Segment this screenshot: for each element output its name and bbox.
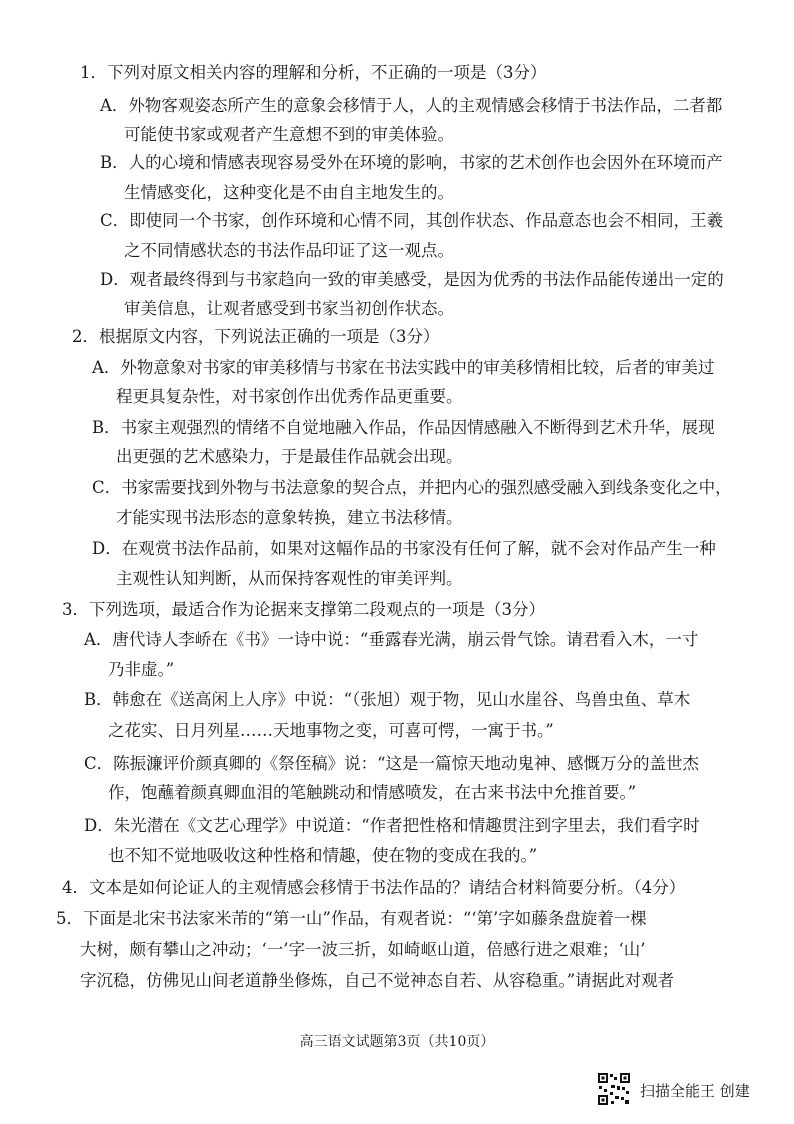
- q2-option-b-line1: B．书家主观强烈的情绪不自觉地融入作品，作品因情感融入不断得到艺术升华，展现: [92, 418, 715, 437]
- q2-option-a-line1: A．外物意象对书家的审美移情与书家在书法实践中的审美移情相比较，后者的审美过: [92, 358, 715, 377]
- question-5-line1: 5．下面是北宋书法家米芾的“第一山”作品，有观者说：“‘第’字如藤条盘旋着一棵: [56, 909, 647, 928]
- page-footer: 高三语文试题第3页（共10页）: [299, 1034, 495, 1050]
- q1-option-b-line2: 生情感变化，这种变化是不由自主地发生的。: [124, 183, 454, 202]
- q3-option-c-line2: 作，饱蘸着颜真卿血泪的笔触跳动和情感喷发，在古来书法中允推首要。”: [108, 783, 637, 802]
- q2-option-a-line2: 程更具复杂性，对书家创作出优秀作品更重要。: [116, 387, 463, 406]
- question-4-stem: 4．文本是如何论证人的主观情感会移情于书法作品的？请结合材料简要分析。（4分）: [62, 878, 686, 897]
- q3-option-a-line1: A．唐代诗人李峤在《书》一诗中说：“垂露春光满，崩云骨气馀。请君看入木，一寸: [84, 630, 699, 649]
- q3-option-b-line1: B．韩愈在《送高闲上人序》中说：“（张旭）观于物，见山水崖谷、鸟兽虫鱼、草木: [84, 690, 691, 709]
- q2-option-c-line1: C．书家需要找到外物与书法意象的契合点，并把内心的强烈感受融入到线条变化之中，: [92, 478, 732, 497]
- q3-option-b-line2: 之花实、日月列星……天地事物之变，可喜可愕，一寓于书。”: [108, 721, 554, 740]
- q3-option-d-line2: 也不知不觉地吸收这种性格和情趣，使在物的变成在我的。”: [108, 846, 538, 865]
- q1-option-a-line2: 可能使书家或观者产生意想不到的审美体验。: [124, 125, 454, 144]
- qr-code-icon: [597, 1072, 631, 1106]
- q2-option-c-line2: 才能实现书法形态的意象转换，建立书法移情。: [116, 508, 463, 527]
- question-5-line2: 大树，颇有攀山之冲动；‘一’字一波三折，如崎岖山道，倍感行进之艰难；‘山’: [80, 940, 646, 959]
- q2-option-b-line2: 出更强的艺术感染力，于是最佳作品就会出现。: [116, 447, 463, 466]
- q3-option-a-line2: 乃非虚。”: [108, 660, 175, 679]
- q1-option-b-line1: B．人的心境和情感表现容易受外在环境的影响，书家的艺术创作也会因外在环境而产: [100, 153, 723, 172]
- q3-option-d-line1: D．朱光潜在《文艺心理学》中说道：“作者把性格和情趣贯注到字里去，我们看字时: [84, 816, 700, 835]
- q1-option-a-line1: A．外物客观姿态所产生的意象会移情于人，人的主观情感会移情于书法作品，二者都: [100, 96, 723, 115]
- question-3-stem: 3．下列选项，最适合作为论据来支撑第二段观点的一项是（3分）: [62, 600, 545, 619]
- scanner-watermark: 扫描全能王 创建: [640, 1082, 750, 1100]
- question-2-stem: 2．根据原文内容，下列说法正确的一项是（3分）: [72, 327, 440, 346]
- q1-option-c-line2: 之不同情感状态的书法作品印证了这一观点。: [124, 241, 454, 260]
- question-5-line3: 字沉稳，仿佛见山间老道静坐修炼，自己不觉神态自若、从容稳重。”请据此对观者: [80, 971, 675, 990]
- question-1-stem: 1．下列对原文相关内容的理解和分析，不正确的一项是（3分）: [80, 63, 547, 82]
- q1-option-d-line1: D．观者最终得到与书家趋向一致的审美感受，是因为优秀的书法作品能传递出一定的: [100, 270, 724, 289]
- q2-option-d-line1: D．在观赏书法作品前，如果对这幅作品的书家没有任何了解，就不会对作品产生一种: [92, 539, 716, 558]
- q3-option-c-line1: C．陈振濂评价颜真卿的《祭侄稿》说：“这是一篇惊天地动鬼神、感慨万分的盖世杰: [84, 754, 700, 773]
- q1-option-c-line1: C．即使同一个书家，创作环境和心情不同，其创作状态、作品意态也会不相同，王羲: [100, 211, 724, 230]
- q2-option-d-line2: 主观性认知判断，从而保持客观性的审美评判。: [116, 569, 463, 588]
- q1-option-d-line2: 审美信息，让观者感受到书家当初创作状态。: [124, 299, 454, 318]
